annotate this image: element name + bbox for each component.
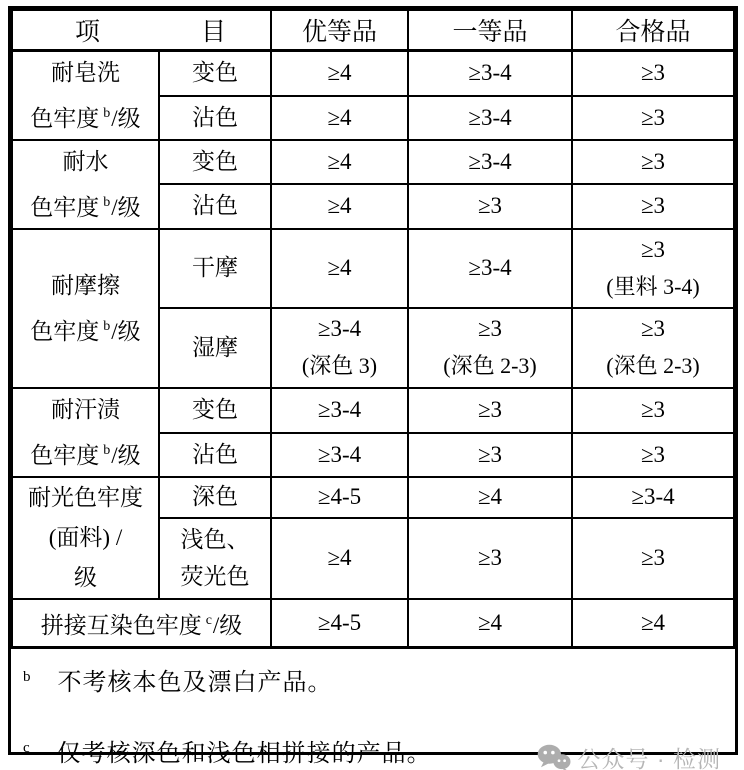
- wechat-icon: [537, 744, 571, 770]
- value-cell: ≥3: [572, 388, 734, 433]
- group-label-line2: 色牢度: [30, 105, 100, 131]
- value-cell: ≥3: [572, 433, 734, 477]
- sub-item-line2: 荧光色: [180, 564, 250, 590]
- group-label-suffix: /级: [111, 318, 141, 344]
- sub-item-line1: 浅色、: [180, 527, 250, 553]
- value-cell: ≥3: [572, 140, 734, 185]
- table-row: [12, 229, 734, 308]
- watermark-text: 公众号 · 检测: [577, 745, 721, 770]
- value-main: ≥3-4: [317, 316, 362, 341]
- footnote-ref-b: b: [103, 105, 111, 121]
- value-main: ≥3: [640, 316, 666, 341]
- value-cell: ≥4: [271, 96, 408, 140]
- value-cell: ≥3: [572, 518, 734, 599]
- value-cell: [408, 308, 572, 388]
- value-note: (深色 3): [301, 353, 378, 378]
- footnote-c-text: 仅考核深色和浅色相拼接的产品。: [56, 740, 432, 767]
- header-grade-qualified: 合格品: [572, 10, 734, 50]
- value-cell: ≥3: [408, 388, 572, 433]
- value-cell: ≥4-5: [271, 477, 408, 518]
- table-header-row: [12, 10, 734, 50]
- table-row: [12, 388, 734, 433]
- value-cell: ≥3-4: [408, 140, 572, 185]
- group-label-splice: [12, 599, 271, 648]
- value-cell: ≥3: [408, 518, 572, 599]
- value-note: (深色 2-3): [443, 353, 537, 378]
- value-cell: ≥3: [572, 50, 734, 96]
- value-cell: ≥4: [408, 599, 572, 648]
- value-cell: ≥3-4: [271, 388, 408, 433]
- footnote-c-marker: c: [23, 739, 30, 756]
- value-cell: ≥3: [572, 184, 734, 229]
- group-label-line1: 耐摩擦: [51, 272, 120, 298]
- colorfastness-table: [11, 9, 735, 649]
- group-label-line3: 级: [74, 564, 97, 590]
- header-item-left: 项: [75, 18, 101, 46]
- group-label-perspiration: [12, 388, 159, 477]
- header-item-right: 目: [200, 18, 226, 46]
- value-cell: ≥4: [271, 229, 408, 308]
- value-cell: ≥3: [408, 184, 572, 229]
- value-note: (里料 3-4): [606, 273, 700, 299]
- footnote-ref-b: b: [103, 194, 111, 210]
- header-grade-premium: 优等品: [271, 10, 408, 50]
- group-label-line1: 耐光色牢度: [28, 484, 143, 510]
- sub-item-cell: 沾色: [159, 96, 271, 140]
- value-cell: ≥3: [408, 433, 572, 477]
- footnote-b-text: 不考核本色及漂白产品。: [57, 669, 333, 696]
- sub-item-cell: 变色: [159, 50, 271, 96]
- sub-item-cell: 沾色: [159, 433, 271, 477]
- group-label-suffix: /级: [111, 442, 141, 468]
- value-cell: ≥3-4: [408, 229, 572, 308]
- value-cell: [572, 229, 734, 308]
- footnote-b-marker: b: [23, 668, 31, 685]
- value-cell: [271, 308, 408, 388]
- sub-item-cell: [159, 518, 271, 599]
- value-cell: ≥4-5: [271, 599, 408, 648]
- value-note: (深色 2-3): [606, 353, 700, 378]
- watermark: [537, 741, 721, 770]
- sub-item-cell: 湿摩: [159, 308, 271, 388]
- sub-item-cell: 变色: [159, 140, 271, 185]
- value-main: ≥3: [640, 236, 666, 262]
- footnotes-area: [11, 649, 735, 770]
- footnote-ref-b: b: [103, 442, 111, 458]
- group-label-soap: [12, 50, 159, 140]
- group-label-line2: 色牢度: [30, 194, 100, 220]
- group-label-water: [12, 140, 159, 229]
- table-row: [12, 140, 734, 185]
- value-cell: ≥4: [271, 518, 408, 599]
- sub-item-cell: 干摩: [159, 229, 271, 308]
- value-cell: ≥4: [572, 599, 734, 648]
- value-main: ≥3: [477, 316, 503, 341]
- sub-item-cell: 沾色: [159, 184, 271, 229]
- value-cell: ≥3-4: [572, 477, 734, 518]
- header-grade-first: 一等品: [408, 10, 572, 50]
- header-item-cell: [12, 10, 271, 50]
- footnote-c: [23, 733, 432, 768]
- group-label-suffix: /级: [111, 194, 141, 220]
- group-label-text: 拼接互染色牢度: [40, 612, 202, 638]
- sub-item-cell: 变色: [159, 388, 271, 433]
- value-cell: ≥4: [408, 477, 572, 518]
- group-label-line2: (面料) /: [48, 524, 123, 550]
- footnote-b: [23, 662, 333, 697]
- group-label-light: [12, 477, 159, 599]
- value-cell: ≥3-4: [408, 50, 572, 96]
- group-label-line2: 色牢度: [30, 442, 100, 468]
- value-cell: ≥3: [572, 96, 734, 140]
- value-cell: ≥4: [271, 50, 408, 96]
- value-cell: ≥3-4: [408, 96, 572, 140]
- group-label-rubbing: [12, 229, 159, 388]
- group-label-line1: 耐皂洗: [51, 59, 120, 85]
- group-label-line1: 耐汗渍: [51, 396, 120, 422]
- table-row: [12, 50, 734, 96]
- group-label-line2: 色牢度: [30, 318, 100, 344]
- standard-table-frame: [8, 6, 738, 770]
- footnote-ref-c: c: [205, 612, 212, 628]
- footnote-ref-b: b: [103, 318, 111, 334]
- sub-item-cell: 深色: [159, 477, 271, 518]
- value-cell: [572, 308, 734, 388]
- group-label-line1: 耐水: [62, 148, 109, 174]
- table-row: [12, 599, 734, 648]
- value-cell: ≥4: [271, 140, 408, 185]
- value-cell: ≥3-4: [271, 433, 408, 477]
- table-row: [12, 477, 734, 518]
- value-cell: ≥4: [271, 184, 408, 229]
- group-label-suffix: /级: [212, 612, 243, 638]
- group-label-suffix: /级: [111, 105, 141, 131]
